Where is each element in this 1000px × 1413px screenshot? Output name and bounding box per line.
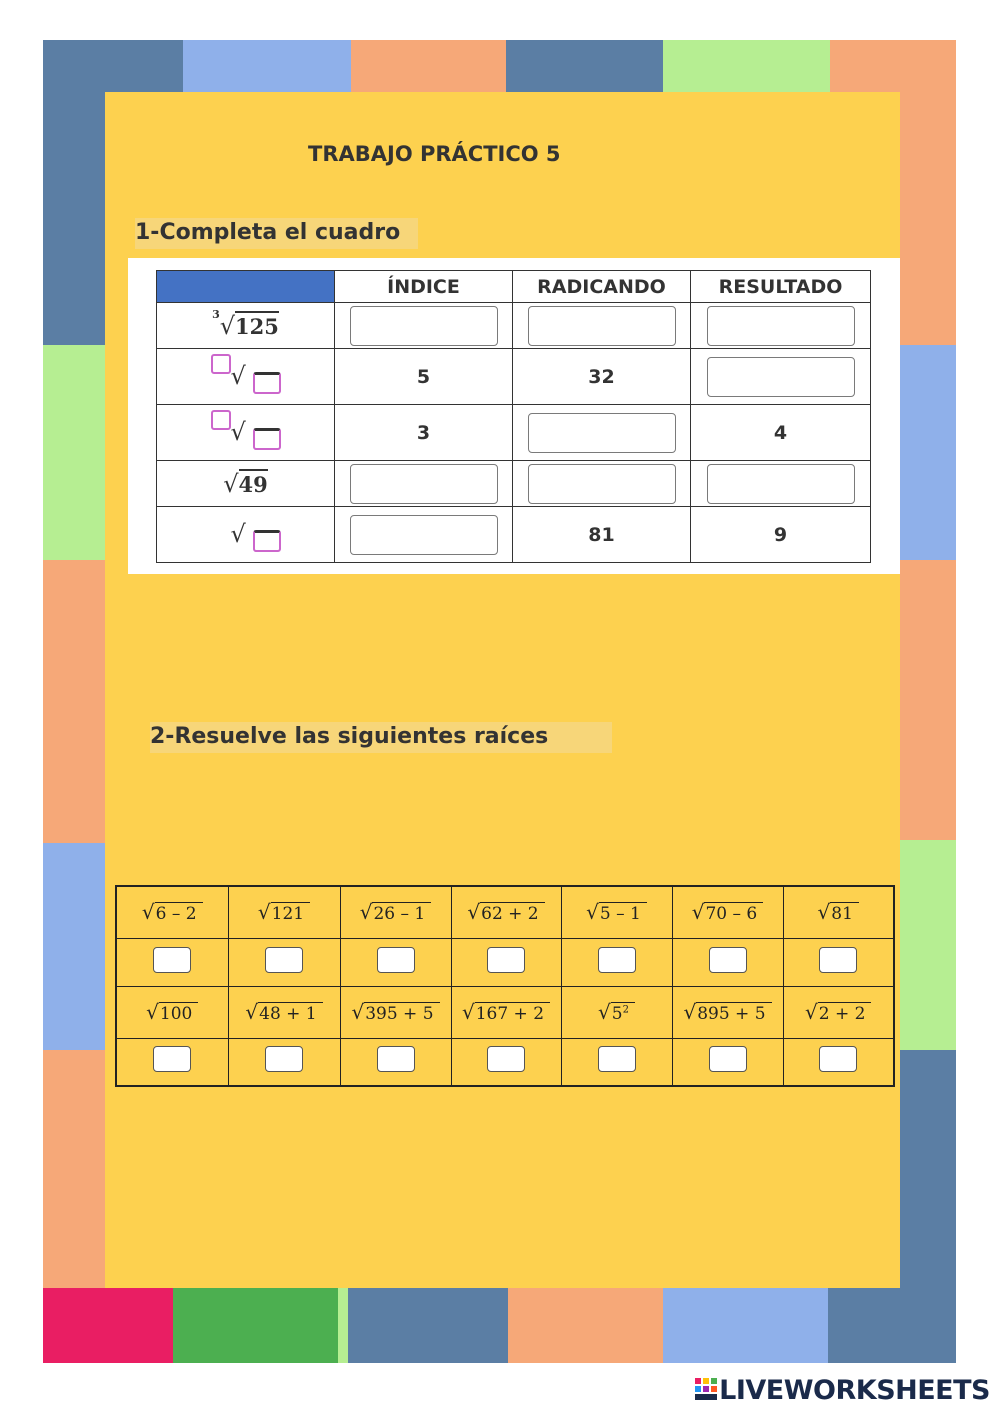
root-expression: √26 – 1 [340, 886, 451, 938]
answer-input[interactable] [153, 1046, 191, 1072]
root-expression: √6 – 2 [116, 886, 228, 938]
answer-input[interactable] [819, 947, 857, 973]
answer-input[interactable] [350, 515, 498, 555]
table-row [157, 461, 871, 507]
root-expression: √5 – 1 [561, 886, 672, 938]
table-1-container [128, 258, 900, 574]
cell-value: 9 [691, 507, 871, 563]
radicand-placeholder-icon [253, 428, 281, 450]
root-expression: √100 [116, 986, 228, 1038]
cell-value: 4 [691, 405, 871, 461]
table-header-row [157, 271, 871, 303]
cell-value: 5 [335, 349, 513, 405]
radicand-placeholder-icon [253, 372, 281, 394]
index-placeholder-icon [211, 410, 231, 430]
answer-input[interactable] [350, 464, 498, 504]
answer-input[interactable] [350, 306, 498, 346]
root-expression: √81 [783, 886, 894, 938]
answer-input[interactable] [377, 1046, 415, 1072]
root-expression: √121 [228, 886, 340, 938]
root-expression: √2 + 2 [783, 986, 894, 1038]
answer-input[interactable] [707, 306, 855, 346]
answer-input[interactable] [377, 947, 415, 973]
header-radicando: RADICANDO [513, 271, 691, 303]
expression-row [116, 886, 894, 938]
root-expression: $^3$√125 [157, 303, 335, 349]
cell-value: 81 [513, 507, 691, 563]
root-placeholder-expression: √ [157, 349, 335, 405]
root-expression: √895 + 5 [672, 986, 783, 1038]
section-1-heading: 1-Completa el cuadro [135, 218, 418, 249]
answer-input[interactable] [265, 1046, 303, 1072]
table-row [157, 349, 871, 405]
answer-input[interactable] [709, 1046, 747, 1072]
answer-input[interactable] [487, 947, 525, 973]
root-expression: √167 + 2 [451, 986, 561, 1038]
answer-input[interactable] [598, 947, 636, 973]
root-expression: √395 + 5 [340, 986, 451, 1038]
root-expression: √48 + 1 [228, 986, 340, 1038]
root-expression: √49 [157, 461, 335, 507]
header-blank-cell [157, 271, 335, 303]
cell-value: 32 [513, 349, 691, 405]
page-title: TRABAJO PRÁCTICO 5 [308, 142, 561, 166]
table-row [157, 507, 871, 563]
completion-table [156, 270, 871, 563]
table-row [157, 405, 871, 461]
roots-exercise-table [115, 885, 895, 1087]
answer-input[interactable] [153, 947, 191, 973]
brand-logo [695, 1375, 990, 1406]
cell-value: 3 [335, 405, 513, 461]
header-indice: ÍNDICE [335, 271, 513, 303]
answer-row [116, 1038, 894, 1086]
answer-input[interactable] [707, 464, 855, 504]
root-expression: $√5^2$ [561, 986, 672, 1038]
expression-row [116, 986, 894, 1038]
liveworksheets-logo-icon [695, 1378, 717, 1400]
answer-input[interactable] [265, 947, 303, 973]
answer-input[interactable] [487, 1046, 525, 1072]
radicand-placeholder-icon [253, 530, 281, 552]
answer-input[interactable] [528, 306, 676, 346]
answer-input[interactable] [528, 413, 676, 453]
index-placeholder-icon [211, 354, 231, 374]
section-2-heading: 2-Resuelve las siguientes raíces [150, 722, 612, 753]
root-placeholder-expression: √ [157, 507, 335, 563]
answer-row [116, 938, 894, 986]
root-expression: √62 + 2 [451, 886, 561, 938]
answer-input[interactable] [528, 464, 676, 504]
answer-input[interactable] [709, 947, 747, 973]
table-row [157, 303, 871, 349]
brand-name: LIVEWORKSHEETS [719, 1375, 990, 1406]
answer-input[interactable] [819, 1046, 857, 1072]
answer-input[interactable] [598, 1046, 636, 1072]
root-expression: √70 – 6 [672, 886, 783, 938]
answer-input[interactable] [707, 357, 855, 397]
root-placeholder-expression: √ [157, 405, 335, 461]
header-resultado: RESULTADO [691, 271, 871, 303]
